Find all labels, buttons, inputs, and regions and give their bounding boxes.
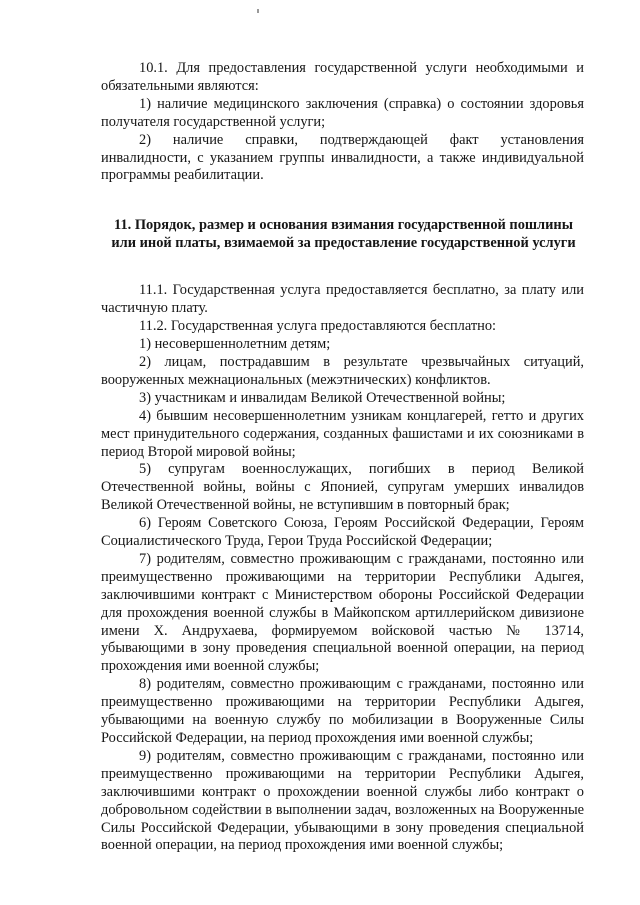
list-item: 9) родителям, совместно проживающим с гражданами, постоянно или преимущественно проживающими на территории Республики Адыгея, заключившими контракт о прохождении военной службы либо контракт о добровольном содействии в выполнении задач, возложенных на Вооруженные Силы Российской Федерации, убывающими в зону проведения специальной военной операции, на период прохождения ими военной службы;: [101, 747, 584, 854]
paragraph-10-1: 10.1. Для предоставления государственной услуги необходимыми и обязательными являются:: [101, 60, 584, 94]
list-item: 8) родителям, совместно проживающим с гражданами, постоянно или преимущественно проживающими на территории Республики Адыгея, убывающими на военную службу по мобилизации в Вооруженные Силы Российской Федерации, на период прохождения ими военной службы;: [101, 676, 584, 746]
list-item: 6) Героям Советского Союза, Героям Российской Федерации, Героям Социалистического Труда, Герои Труда Российской Федерации;: [101, 515, 584, 550]
paragraph-11-1: 11.1. Государственная услуга предоставляется бесплатно, за плату или частичную плату.: [101, 282, 584, 317]
scan-mark: [257, 9, 259, 13]
section-11-heading: 11. Порядок, размер и основания взимания государственной пошлины или иной платы, взимаемой за предоставление государственной услуги: [111, 217, 576, 252]
list-item: 1) несовершеннолетним детям;: [139, 336, 331, 353]
list-item: 2) лицам, пострадавшим в результате чрезвычайных ситуаций, вооруженных межнациональных (межэтнических) конфликтов.: [101, 353, 584, 388]
paragraph-10-1-item-1: 1) наличие медицинского заключения (справка) о состоянии здоровья получателя государственной услуги;: [101, 95, 584, 130]
paragraph-10-1-item-2: 2) наличие справки, подтверждающей факт установления инвалидности, с указанием группы инвалидности, а также индивидуальной программы реабилитации.: [101, 131, 584, 184]
list-item: 5) супругам военнослужащих, погибших в период Великой Отечественной войны, войны с Японией, супругам умерших инвалидов Великой Отечественной войны, не вступившим в повторный брак;: [101, 461, 584, 514]
list-item: 3) участникам и инвалидам Великой Отечественной войны;: [139, 389, 506, 406]
list-item: 4) бывшим несовершеннолетним узникам концлагерей, гетто и других мест принудительного содержания, созданных фашистами и их союзниками в период Второй мировой войны;: [101, 407, 584, 460]
paragraph-11-2: 11.2. Государственная услуга предоставляются бесплатно:: [139, 318, 497, 335]
list-item: 7) родителям, совместно проживающим с гражданами, постоянно или преимущественно проживающими на территории Республики Адыгея, заключившими контракт с Министерством обороны Российской Федерации для прохождения военной службы в Майкопском артиллерийском дивизионе имени Х. Андрухаева, формируемом войсковой частью № 13714, убывающими в зону проведения специальной военной операции, на период прохождения ими военной службы;: [101, 550, 584, 675]
